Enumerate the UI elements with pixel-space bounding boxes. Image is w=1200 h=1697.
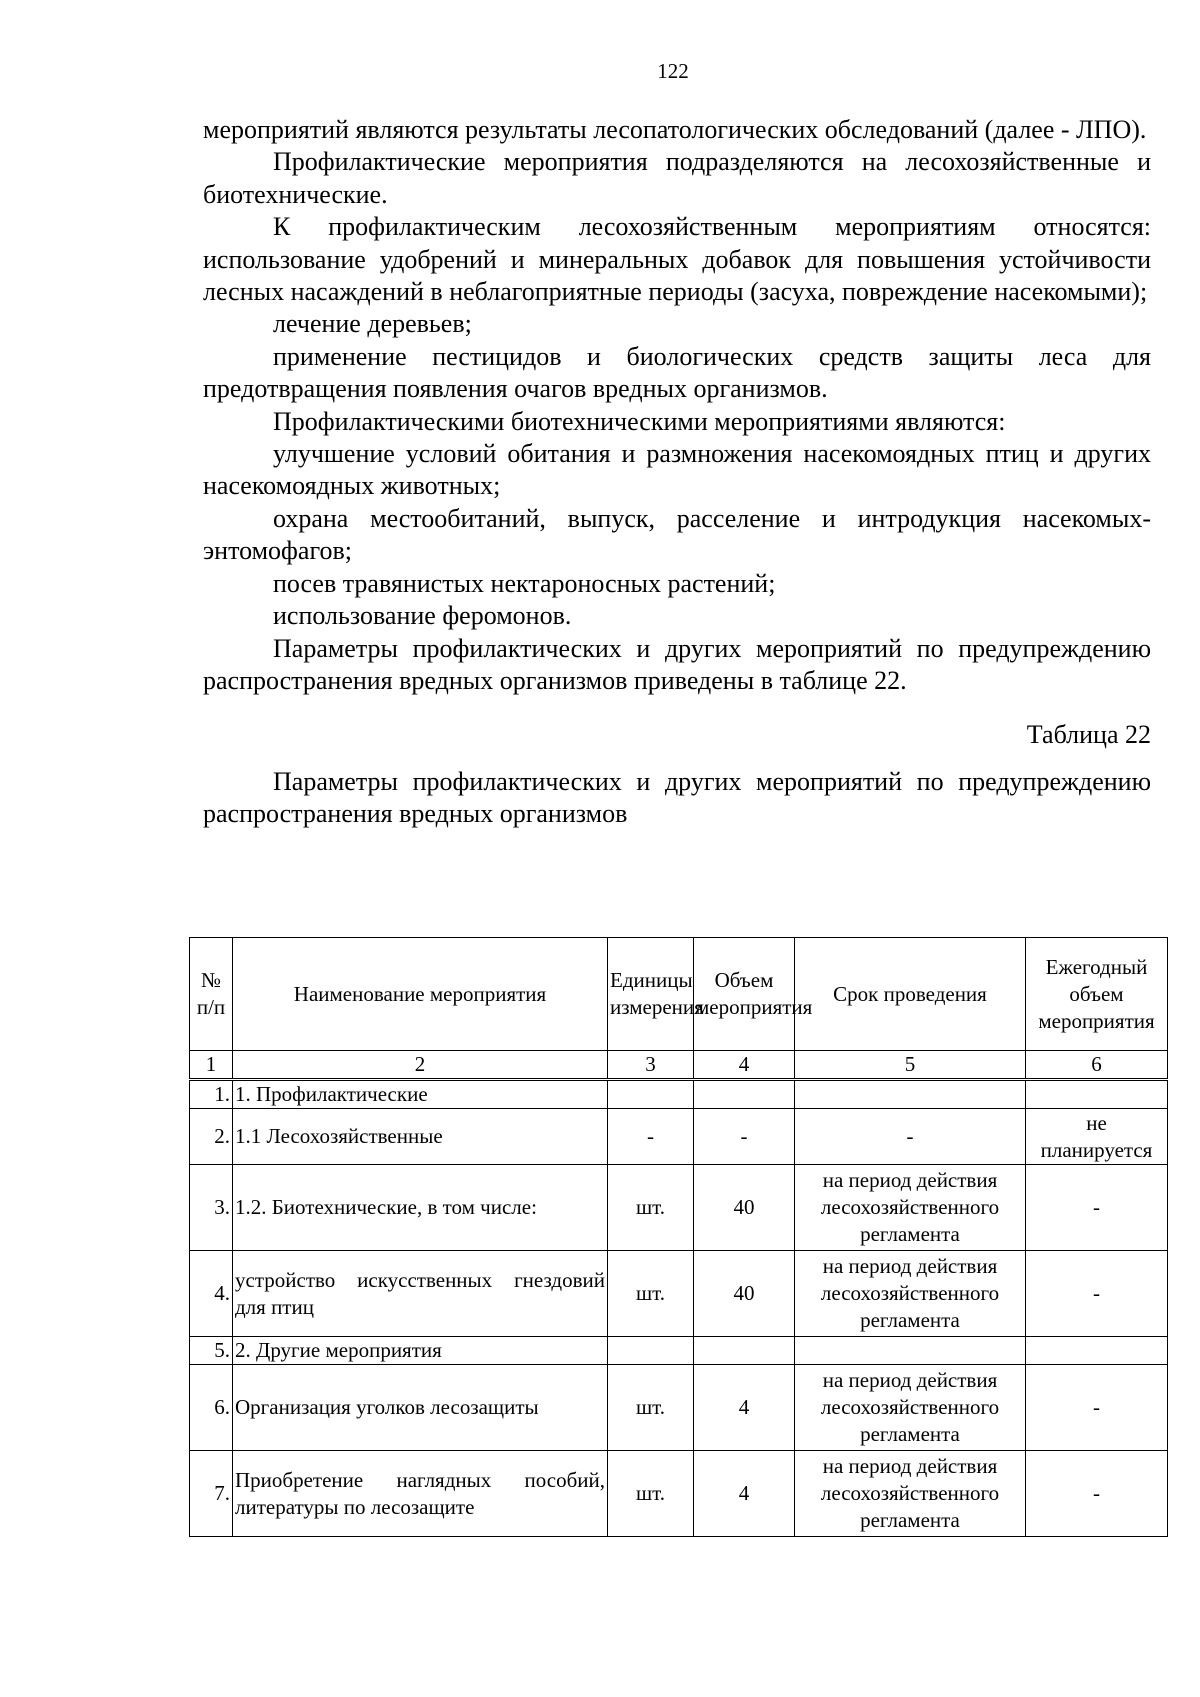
row-term: на период действия лесохозяйственного регламента [795,1251,1026,1337]
table-row [190,1080,1168,1109]
row-name: устройство искусственных гнездовий для птиц [233,1251,608,1337]
row-volume: 4 [694,1451,795,1537]
row-annual [1026,1080,1168,1109]
row-num: 7. [190,1451,233,1537]
row-unit: шт. [608,1251,694,1337]
paragraph: Параметры профилактических и других мероприятий по предупреждению распространения вредных организмов приведены в таблице 22. [203,633,1151,695]
row-annual: - [1026,1165,1168,1251]
paragraph: мероприятий являются результаты лесопатологических обследований (далее - ЛПО). [203,115,1147,144]
paragraph: лечение деревьев; [273,309,472,339]
column-number-row [190,1051,1168,1080]
row-annual: - [1026,1451,1168,1537]
row-volume [694,1337,795,1365]
row-num: 5. [190,1337,233,1365]
row-name: 1.2. Биотехнические, в том числе: [233,1165,608,1251]
row-name: 1. Профилактические [233,1080,608,1109]
page-number: 122 [657,59,689,83]
row-num: 2. [190,1109,233,1165]
table-header-row [190,938,1168,1051]
row-volume [694,1080,795,1109]
row-name: Организация уголков лесозащиты [233,1365,608,1451]
column-number: 6 [1026,1051,1168,1080]
header-annual: Ежегодный объем мероприятия [1026,938,1168,1051]
header-unit: Единицы измерения [608,938,694,1051]
column-number: 2 [233,1051,608,1080]
header-name: Наименование мероприятия [233,938,608,1051]
row-unit: шт. [608,1451,694,1537]
row-name: Приобретение наглядных пособий, литературы по лесозащите [233,1451,608,1537]
table-row [190,1337,1168,1365]
row-annual: - [1026,1251,1168,1337]
table-caption: Параметры профилактических и других мероприятий по предупреждению распространения вредных организмов [203,766,1151,829]
table-label: Таблица 22 [1026,720,1151,750]
row-annual [1026,1337,1168,1365]
row-unit: шт. [608,1365,694,1451]
table-row [190,1165,1168,1251]
paragraph: Профилактическими биотехническими мероприятиями являются: [273,406,1006,436]
paragraph: использование феромонов. [273,601,572,631]
column-number: 5 [795,1051,1026,1080]
row-term [795,1337,1026,1365]
paragraph: охрана местообитаний, выпуск, расселение и интродукция насекомых-энтомофагов; [203,503,1151,566]
row-term: на период действия лесохозяйственного регламента [795,1451,1026,1537]
row-annual: не планируется [1026,1109,1168,1165]
header-term: Срок проведения [795,938,1026,1051]
row-name: 1.1 Лесохозяйственные [233,1109,608,1165]
table-row [190,1251,1168,1337]
row-num: 6. [190,1365,233,1451]
column-number: 4 [694,1051,795,1080]
header-volume: Объем мероприятия [694,938,795,1051]
row-unit: - [608,1109,694,1165]
row-term [795,1080,1026,1109]
table-row [190,1109,1168,1165]
row-num: 3. [190,1165,233,1251]
table-row [190,1365,1168,1451]
column-number: 1 [190,1051,233,1080]
row-volume: 40 [694,1165,795,1251]
column-number: 3 [608,1051,694,1080]
row-term: на период действия лесохозяйственного регламента [795,1365,1026,1451]
paragraph: посев травянистых нектароносных растений; [273,568,776,598]
header-num: № п/п [190,938,233,1051]
row-name: 2. Другие мероприятия [233,1337,608,1365]
paragraph: К профилактическим лесохозяйственным мероприятиям относятся: использование удобрений и минеральных добавок для повышения устойчивости лесных насаждений в неблагоприятные периоды (засуха, повреждение насекомыми); [203,212,1151,307]
paragraph: Профилактические мероприятия подразделяются на лесохозяйственные и биотехнические. [203,147,1151,209]
body-text [203,114,1151,831]
row-volume: - [694,1109,795,1165]
row-term: - [795,1109,1026,1165]
measures-table [189,937,1168,1537]
row-num: 1. [190,1080,233,1109]
paragraph: улучшение условий обитания и размножения насекомоядных птиц и других насекомоядных животных; [203,439,1151,501]
table-row [190,1451,1168,1537]
row-unit: шт. [608,1165,694,1251]
row-unit [608,1337,694,1365]
row-unit [608,1080,694,1109]
paragraph: применение пестицидов и биологических средств защиты леса для предотвращения появления очагов вредных организмов. [203,341,1151,404]
row-num: 4. [190,1251,233,1337]
row-term: на период действия лесохозяйственного регламента [795,1165,1026,1251]
row-volume: 40 [694,1251,795,1337]
row-annual: - [1026,1365,1168,1451]
row-volume: 4 [694,1365,795,1451]
